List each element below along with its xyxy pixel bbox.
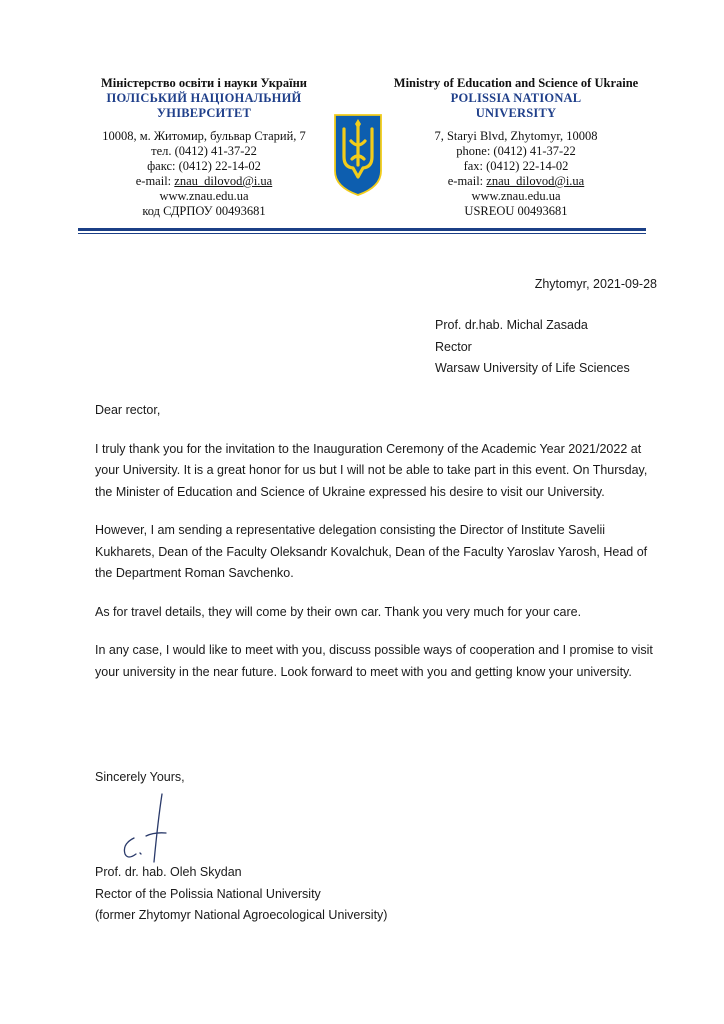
signer-title: Rector of the Polissia National University bbox=[95, 886, 321, 901]
salutation: Dear rector, bbox=[95, 403, 161, 417]
ministry-name-en: Ministry of Education and Science of Ukraine bbox=[393, 76, 639, 90]
email-link-ua[interactable]: znau_dilovod@i.ua bbox=[174, 174, 273, 188]
closing: Sincerely Yours, bbox=[95, 770, 185, 784]
phone-en: phone: (0412) 41-37-22 bbox=[456, 144, 576, 158]
email-ua bbox=[80, 174, 328, 189]
university-name-ua-line2: УНІВЕРСИТЕТ bbox=[156, 106, 252, 120]
signer-note: (former Zhytomyr National Agroecological University) bbox=[95, 908, 388, 922]
university-name-en-line2: UNIVERSITY bbox=[475, 106, 557, 120]
email-label-ua: e-mail: bbox=[135, 174, 175, 188]
phone-ua: тел. (0412) 41-37-22 bbox=[151, 144, 257, 158]
email-label-en: e-mail: bbox=[447, 174, 487, 188]
recipient-title: Rector bbox=[435, 339, 472, 354]
website-ua: www.znau.edu.ua bbox=[159, 189, 249, 203]
letter-date: Zhytomyr, 2021-09-28 bbox=[534, 277, 657, 291]
letter-body bbox=[95, 400, 655, 700]
address-ua: 10008, м. Житомир, бульвар Старий, 7 bbox=[102, 129, 306, 143]
website-en: www.znau.edu.ua bbox=[471, 189, 561, 203]
paragraph: In any case, I would like to meet with you, discuss possible ways of cooperation and I promise to visit your university in the near future. Look forward to meet with you and getting know your university. bbox=[95, 643, 653, 679]
header-divider bbox=[78, 228, 646, 231]
university-name-en-line1: POLISSIA NATIONAL bbox=[450, 91, 582, 105]
registry-code-en: USREOU 00493681 bbox=[464, 204, 568, 218]
paragraph: As for travel details, they will come by their own car. Thank you very much for your care. bbox=[95, 604, 582, 619]
email-en bbox=[390, 174, 642, 189]
ministry-name-ua: Міністерство освіти і науки України bbox=[101, 76, 307, 90]
paragraph: I truly thank you for the invitation to the Inauguration Ceremony of the Academic Year 2021/2022 at your University. It is a great honor for us but I will not be able to take part in this event. On Thursday, the Minister of Education and Science of Ukraine expressed his desire to visit our University. bbox=[95, 441, 648, 499]
letterhead-english bbox=[390, 76, 642, 219]
fax-ua: факс: (0412) 22-14-02 bbox=[147, 159, 261, 173]
address-en: 7, Staryi Blvd, Zhytomyr, 10008 bbox=[434, 129, 598, 143]
signer-name: Prof. dr. hab. Oleh Skydan bbox=[95, 865, 242, 879]
recipient-institution: Warsaw University of Life Sciences bbox=[435, 361, 630, 375]
letterhead-ukrainian bbox=[80, 76, 328, 219]
handwritten-signature bbox=[116, 790, 186, 865]
fax-en: fax: (0412) 22-14-02 bbox=[463, 159, 569, 173]
header-divider-thin bbox=[78, 233, 646, 234]
recipient-name: Prof. dr.hab. Michal Zasada bbox=[435, 318, 588, 332]
recipient-block bbox=[435, 315, 630, 380]
registry-code-ua: код СДРПОУ 00493681 bbox=[142, 204, 266, 218]
ukraine-trident-icon bbox=[333, 113, 383, 197]
paragraph: However, I am sending a representative delegation consisting the Director of Institute Savelii Kukharets, Dean of the Faculty Oleksandr Kovalchuk, Dean of the Faculty Yaroslav Yarosh, Head of the Department Roman Savchenko. bbox=[95, 523, 648, 580]
email-link-en[interactable]: znau_dilovod@i.ua bbox=[486, 174, 585, 188]
signer-block bbox=[95, 862, 387, 927]
university-name-ua-line1: ПОЛІСЬКИЙ НАЦІОНАЛЬНИЙ bbox=[106, 91, 302, 105]
